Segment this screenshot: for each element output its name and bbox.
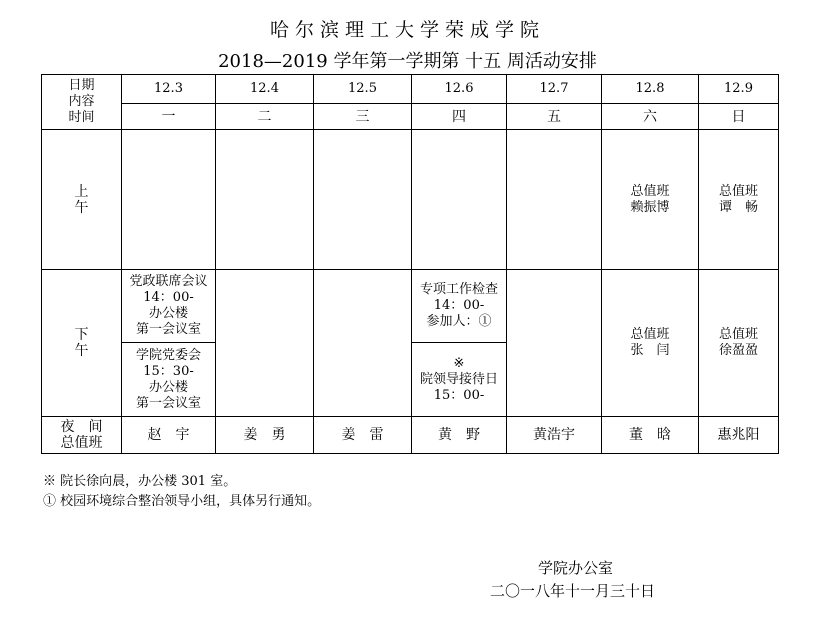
- afternoon-row: [42, 270, 779, 417]
- morning-label: [42, 130, 122, 270]
- schedule-cell-sat-afternoon: [602, 270, 699, 417]
- schedule-cell-sun-afternoon: [699, 270, 779, 417]
- night-duty-name: 黄浩宇: [507, 417, 602, 454]
- schedule-cell: [507, 130, 602, 270]
- schedule-cell: [216, 130, 314, 270]
- night-duty-name: 董 晗: [602, 417, 699, 454]
- night-duty-name: 姜 雷: [314, 417, 412, 454]
- night-duty-label: [42, 417, 122, 454]
- event-time: 14：00-: [433, 298, 485, 313]
- event-place: 办公楼: [148, 306, 188, 321]
- weekday-cell: 三: [314, 104, 412, 130]
- date-cell: 12.6: [412, 75, 507, 104]
- footnotes: [43, 472, 320, 512]
- night-duty-row: [42, 417, 779, 454]
- date-cell: 12.5: [314, 75, 412, 104]
- weekday-cell: 六: [602, 104, 699, 130]
- duty-name: 谭 畅: [718, 199, 758, 215]
- event-block: [122, 270, 215, 343]
- corner-label: 时间: [68, 110, 95, 125]
- footnote: ① 校园环境综合整治领导小组，具体另行通知。: [43, 494, 321, 509]
- schedule-table: [41, 74, 779, 454]
- duty-title: 总值班: [718, 183, 758, 199]
- note-mark: ※: [453, 355, 465, 371]
- weekday-cell: 日: [699, 104, 779, 130]
- night-duty-name: 姜 勇: [216, 417, 314, 454]
- night-duty-name: 惠兆阳: [699, 417, 779, 454]
- morning-row: [42, 130, 779, 270]
- schedule-cell: [314, 130, 412, 270]
- duty-title: 总值班: [630, 183, 670, 199]
- event-title: 党政联席会议: [129, 274, 208, 289]
- schedule-cell: [507, 270, 602, 417]
- event-title: 专项工作检查: [419, 282, 498, 297]
- weekday-cell: 一: [122, 104, 216, 130]
- afternoon-label: [42, 270, 122, 417]
- duty-title: 总值班: [718, 327, 758, 342]
- event-room: 第一会议室: [135, 322, 201, 337]
- schedule-cell-thu-afternoon: [412, 270, 507, 417]
- event-title: 院领导接待日: [419, 371, 498, 387]
- schedule-cell: [412, 130, 507, 270]
- header-corner-cell: [42, 75, 122, 130]
- footnote: ※ 院长徐向晨，办公楼 301 室。: [43, 474, 237, 489]
- period-label: 午: [74, 199, 89, 216]
- schedule-cell-sat-morning: [602, 130, 699, 270]
- page-title: 哈尔滨理工大学荣成学院: [269, 19, 545, 41]
- night-label: 总值班: [60, 435, 103, 451]
- event-participants: 参加人：①: [426, 314, 492, 329]
- page-subtitle: 2018—2019 学年第一学期第 十五 周活动安排: [218, 51, 597, 72]
- duty-name: 徐盈盈: [718, 343, 758, 358]
- event-room: 第一会议室: [135, 395, 201, 411]
- weekday-cell: 五: [507, 104, 602, 130]
- corner-label: 日期: [68, 78, 95, 93]
- date-cell: 12.8: [602, 75, 699, 104]
- event-block: [122, 343, 215, 416]
- schedule-cell: [314, 270, 412, 417]
- schedule-cell: [122, 130, 216, 270]
- date-cell: 12.9: [699, 75, 779, 104]
- schedule-cell-sun-morning: [699, 130, 779, 270]
- duty-title: 总值班: [630, 327, 670, 342]
- period-label: 上: [74, 183, 89, 200]
- event-time: 14：00-: [143, 290, 194, 305]
- event-time: 15：00-: [433, 387, 485, 403]
- date-cell: 12.4: [216, 75, 314, 104]
- duty-name: 赖振博: [630, 199, 670, 215]
- event-place: 办公楼: [148, 379, 188, 395]
- night-duty-name: 黄 野: [412, 417, 507, 454]
- event-block: [412, 270, 506, 343]
- duty-name: 张 闫: [630, 343, 670, 358]
- signature-office: 学院办公室: [538, 559, 614, 577]
- event-time: 15：30-: [143, 363, 194, 379]
- period-label: 下: [74, 327, 89, 343]
- schedule-cell-mon-afternoon: [122, 270, 216, 417]
- date-cell: 12.7: [507, 75, 602, 104]
- signature-date: 二〇一八年十一月三十日: [490, 582, 656, 600]
- weekday-cell: 四: [412, 104, 507, 130]
- corner-label: 内容: [68, 94, 95, 109]
- night-label: 夜 间: [60, 419, 103, 435]
- weekday-cell: 二: [216, 104, 314, 130]
- event-block: [412, 343, 506, 416]
- event-title: 学院党委会: [135, 347, 201, 363]
- period-label: 午: [74, 343, 89, 359]
- weekday-row: [42, 104, 779, 130]
- date-row: [42, 75, 779, 104]
- night-duty-name: 赵 宇: [122, 417, 216, 454]
- date-cell: 12.3: [122, 75, 216, 104]
- schedule-cell: [216, 270, 314, 417]
